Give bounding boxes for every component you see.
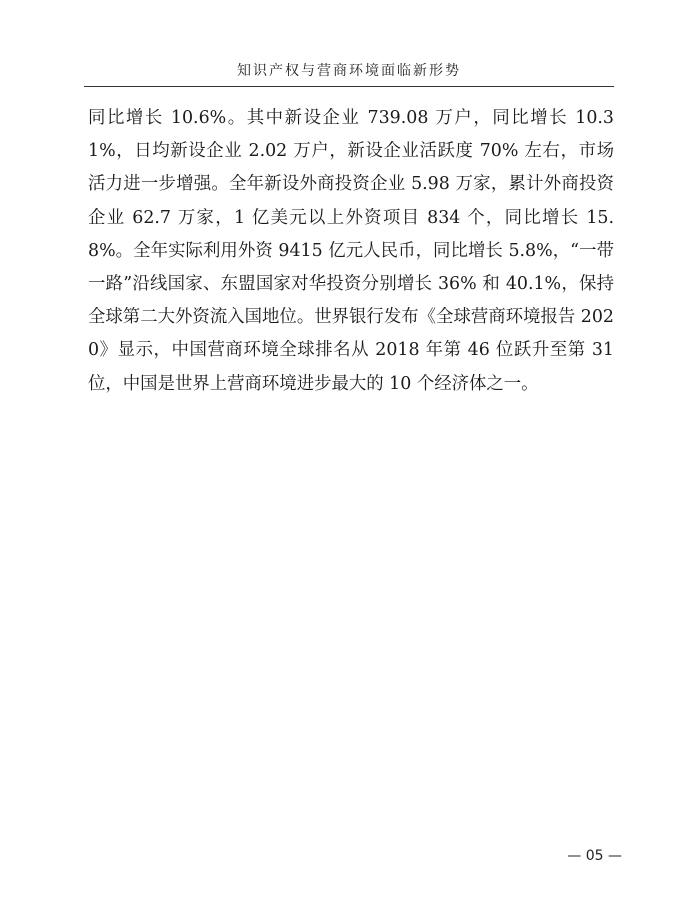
body-paragraph: 同比增长 10.6%。其中新设企业 739.08 万户，同比增长 10.31%，日均新设企业 2.02 万户，新设企业活跃度 70% 左右，市场活力进一步增强。全年新设外商投资企业 5.98 万家，累计外商投资企业 62.7 万家，1 亿美元以上外资项目 834 个，同比增长 15.8%。全年实际利用外资 9415 亿元人民币，同比增长 5.8%，“一带一路”沿线国家、东盟国家对华投资分别增长 36% 和 40.1%，保持全球第二大外资流入国地位。世界银行发布《全球营商环境报告 2020》显示，中国营商环境全球排名从 2018 年第 46 位跃升至第 31 位，中国是世界上营商环境进步最大的 10 个经济体之一。	[88, 108, 614, 394]
header-divider	[84, 86, 614, 87]
body-text	[88, 102, 614, 401]
running-header-title: 知识产权与营商环境面临新形势	[237, 63, 461, 79]
page-number: — 05 —	[567, 848, 622, 864]
